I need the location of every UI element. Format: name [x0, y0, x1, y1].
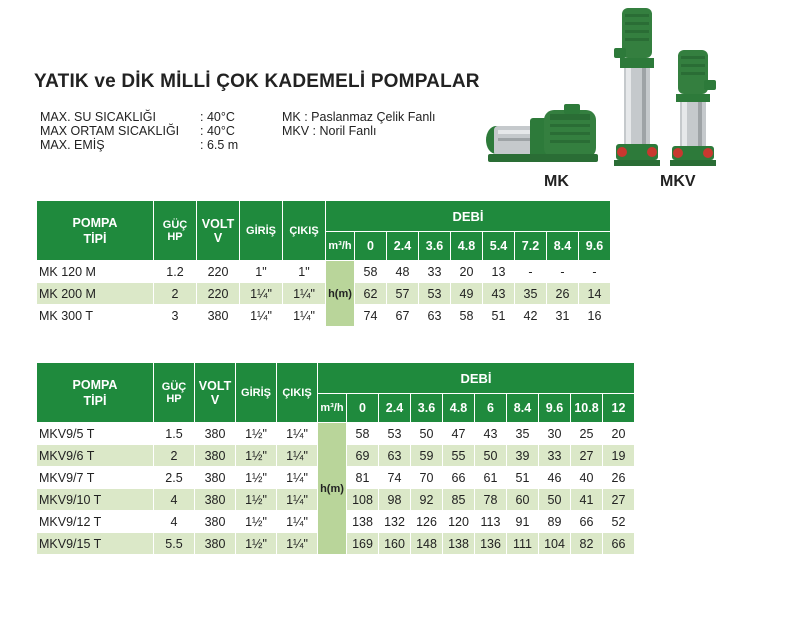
header-guc: GÜÇ HP [154, 363, 194, 422]
volt-cell: 380 [195, 533, 235, 554]
head-value-cell: 51 [483, 305, 514, 326]
hp-cell: 2 [154, 445, 194, 466]
flow-header: 4.8 [451, 232, 482, 260]
mkv-caption: MKV [660, 173, 696, 190]
head-value-cell: 169 [347, 533, 378, 554]
head-value-cell: 67 [387, 305, 418, 326]
mk-caption: MK [544, 173, 569, 190]
giris-cell: 1½" [236, 423, 276, 444]
table-row [37, 261, 610, 282]
head-value-cell: 20 [451, 261, 482, 282]
head-value-cell: 16 [579, 305, 610, 326]
spec-label: MAX. SU SICAKLIĞI [40, 110, 157, 124]
head-value-cell: - [579, 261, 610, 282]
cikis-cell: 1¼" [277, 445, 317, 466]
giris-cell: 1½" [236, 489, 276, 510]
flow-header: 12 [603, 394, 634, 422]
model-cell: MKV9/12 T [37, 511, 153, 532]
hp-cell: 2 [154, 283, 196, 304]
hp-cell: 3 [154, 305, 196, 326]
head-value-cell: 20 [603, 423, 634, 444]
spec-row [40, 110, 270, 124]
head-value-cell: 52 [603, 511, 634, 532]
hp-cell: 1.2 [154, 261, 196, 282]
table-row [37, 283, 610, 304]
head-value-cell: 148 [411, 533, 442, 554]
volt-cell: 380 [195, 511, 235, 532]
head-value-cell: 26 [603, 467, 634, 488]
hp-cell: 4 [154, 511, 194, 532]
head-value-cell: - [515, 261, 546, 282]
head-value-cell: 49 [451, 283, 482, 304]
head-value-cell: 104 [539, 533, 570, 554]
giris-cell: 1¼" [240, 283, 282, 304]
head-value-cell: 58 [355, 261, 386, 282]
header-m3h: m³/h [318, 394, 346, 422]
flow-header: 6 [475, 394, 506, 422]
flow-header: 9.6 [539, 394, 570, 422]
model-cell: MK 120 M [37, 261, 153, 282]
volt-cell: 380 [195, 423, 235, 444]
head-value-cell: 120 [443, 511, 474, 532]
header-debi: DEBİ [326, 201, 610, 231]
cikis-cell: 1¼" [277, 467, 317, 488]
spec-label: MAX ORTAM SICAKLIĞI [40, 124, 180, 138]
head-value-cell: 108 [347, 489, 378, 510]
head-value-cell: 81 [347, 467, 378, 488]
head-value-cell: 138 [443, 533, 474, 554]
mkv-pump-short-icon [668, 50, 718, 166]
head-value-cell: - [547, 261, 578, 282]
head-value-cell: 53 [379, 423, 410, 444]
head-value-cell: 62 [355, 283, 386, 304]
head-value-cell: 132 [379, 511, 410, 532]
header-giris: GİRİŞ [236, 363, 276, 422]
head-value-cell: 39 [507, 445, 538, 466]
cikis-cell: 1" [283, 261, 325, 282]
giris-cell: 1¼" [240, 305, 282, 326]
hp-cell: 4 [154, 489, 194, 510]
notes-block [282, 110, 436, 138]
header-volt: VOLT V [195, 363, 235, 422]
cikis-cell: 1¼" [277, 533, 317, 554]
head-value-cell: 55 [443, 445, 474, 466]
model-cell: MKV9/5 T [37, 423, 153, 444]
header-volt: VOLT V [197, 201, 239, 260]
flow-header: 5.4 [483, 232, 514, 260]
head-value-cell: 82 [571, 533, 602, 554]
giris-cell: 1½" [236, 467, 276, 488]
head-value-cell: 35 [515, 283, 546, 304]
head-value-cell: 66 [603, 533, 634, 554]
flow-header: 10.8 [571, 394, 602, 422]
flow-header: 3.6 [411, 394, 442, 422]
head-value-cell: 160 [379, 533, 410, 554]
head-value-cell: 41 [571, 489, 602, 510]
head-value-cell: 111 [507, 533, 538, 554]
giris-cell: 1½" [236, 533, 276, 554]
specs-block [40, 110, 270, 152]
head-value-cell: 53 [419, 283, 450, 304]
head-value-cell: 57 [387, 283, 418, 304]
flow-header: 0 [347, 394, 378, 422]
head-value-cell: 50 [475, 445, 506, 466]
model-cell: MK 300 T [37, 305, 153, 326]
header-pompa-tipi: POMPA TİPİ [37, 363, 153, 422]
head-value-cell: 33 [419, 261, 450, 282]
head-value-cell: 47 [443, 423, 474, 444]
head-value-cell: 113 [475, 511, 506, 532]
cikis-cell: 1¼" [277, 423, 317, 444]
head-value-cell: 27 [603, 489, 634, 510]
head-value-cell: 98 [379, 489, 410, 510]
cikis-cell: 1¼" [277, 511, 317, 532]
model-cell: MKV9/6 T [37, 445, 153, 466]
model-cell: MKV9/15 T [37, 533, 153, 554]
head-value-cell: 43 [475, 423, 506, 444]
head-value-cell: 13 [483, 261, 514, 282]
spec-row [40, 138, 270, 152]
hp-cell: 5.5 [154, 533, 194, 554]
cikis-cell: 1¼" [283, 305, 325, 326]
head-value-cell: 40 [571, 467, 602, 488]
mk-spec-table [36, 200, 611, 327]
flow-header: 0 [355, 232, 386, 260]
spec-value: : 40°C [200, 110, 235, 124]
head-value-cell: 50 [411, 423, 442, 444]
head-value-cell: 35 [507, 423, 538, 444]
table-row [37, 423, 634, 444]
head-value-cell: 78 [475, 489, 506, 510]
header-pompa-tipi: POMPA TİPİ [37, 201, 153, 260]
flow-header: 2.4 [387, 232, 418, 260]
head-value-cell: 138 [347, 511, 378, 532]
flow-header: 8.4 [507, 394, 538, 422]
volt-cell: 220 [197, 283, 239, 304]
model-cell: MKV9/7 T [37, 467, 153, 488]
cikis-cell: 1¼" [283, 283, 325, 304]
head-value-cell: 19 [603, 445, 634, 466]
mkv-spec-table [36, 362, 635, 555]
head-unit-cell: h(m) [318, 423, 346, 554]
head-value-cell: 33 [539, 445, 570, 466]
header-giris: GİRİŞ [240, 201, 282, 260]
flow-header: 9.6 [579, 232, 610, 260]
volt-cell: 380 [197, 305, 239, 326]
head-value-cell: 63 [419, 305, 450, 326]
head-value-cell: 46 [539, 467, 570, 488]
volt-cell: 380 [195, 489, 235, 510]
head-value-cell: 74 [355, 305, 386, 326]
giris-cell: 1½" [236, 511, 276, 532]
mk-pump-icon [484, 104, 606, 166]
giris-cell: 1" [240, 261, 282, 282]
head-value-cell: 60 [507, 489, 538, 510]
spec-value: : 40°C [200, 124, 235, 138]
head-value-cell: 126 [411, 511, 442, 532]
header-cikis: ÇIKIŞ [277, 363, 317, 422]
head-unit-cell: h(m) [326, 261, 354, 326]
head-value-cell: 92 [411, 489, 442, 510]
head-value-cell: 89 [539, 511, 570, 532]
note-mkv: MKV : Noril Fanlı [282, 124, 377, 138]
header-m3h: m³/h [326, 232, 354, 260]
head-value-cell: 58 [347, 423, 378, 444]
flow-header: 2.4 [379, 394, 410, 422]
model-cell: MKV9/10 T [37, 489, 153, 510]
header-guc: GÜÇ HP [154, 201, 196, 260]
head-value-cell: 43 [483, 283, 514, 304]
head-value-cell: 51 [507, 467, 538, 488]
head-value-cell: 136 [475, 533, 506, 554]
head-value-cell: 61 [475, 467, 506, 488]
flow-header: 8.4 [547, 232, 578, 260]
hp-cell: 1.5 [154, 423, 194, 444]
head-value-cell: 14 [579, 283, 610, 304]
head-value-cell: 70 [411, 467, 442, 488]
hp-cell: 2.5 [154, 467, 194, 488]
volt-cell: 220 [197, 261, 239, 282]
head-value-cell: 26 [547, 283, 578, 304]
head-value-cell: 31 [547, 305, 578, 326]
head-value-cell: 48 [387, 261, 418, 282]
head-value-cell: 58 [451, 305, 482, 326]
page-title: YATIK ve DİK MİLLİ ÇOK KADEMELİ POMPALAR [34, 71, 480, 92]
head-value-cell: 27 [571, 445, 602, 466]
volt-cell: 380 [195, 445, 235, 466]
table-row [37, 305, 610, 326]
mkv-pump-tall-icon [612, 8, 662, 166]
head-value-cell: 30 [539, 423, 570, 444]
giris-cell: 1½" [236, 445, 276, 466]
flow-header: 4.8 [443, 394, 474, 422]
head-value-cell: 50 [539, 489, 570, 510]
flow-header: 3.6 [419, 232, 450, 260]
head-value-cell: 69 [347, 445, 378, 466]
header-debi: DEBİ [318, 363, 634, 393]
model-cell: MK 200 M [37, 283, 153, 304]
spec-row [40, 124, 270, 138]
flow-header: 7.2 [515, 232, 546, 260]
head-value-cell: 59 [411, 445, 442, 466]
spec-label: MAX. EMİŞ [40, 138, 105, 152]
cikis-cell: 1¼" [277, 489, 317, 510]
header-cikis: ÇIKIŞ [283, 201, 325, 260]
head-value-cell: 63 [379, 445, 410, 466]
head-value-cell: 25 [571, 423, 602, 444]
head-value-cell: 91 [507, 511, 538, 532]
volt-cell: 380 [195, 467, 235, 488]
note-mk: MK : Paslanmaz Çelik Fanlı [282, 110, 436, 124]
spec-value: : 6.5 m [200, 138, 239, 152]
head-value-cell: 66 [571, 511, 602, 532]
head-value-cell: 74 [379, 467, 410, 488]
head-value-cell: 66 [443, 467, 474, 488]
head-value-cell: 85 [443, 489, 474, 510]
head-value-cell: 42 [515, 305, 546, 326]
